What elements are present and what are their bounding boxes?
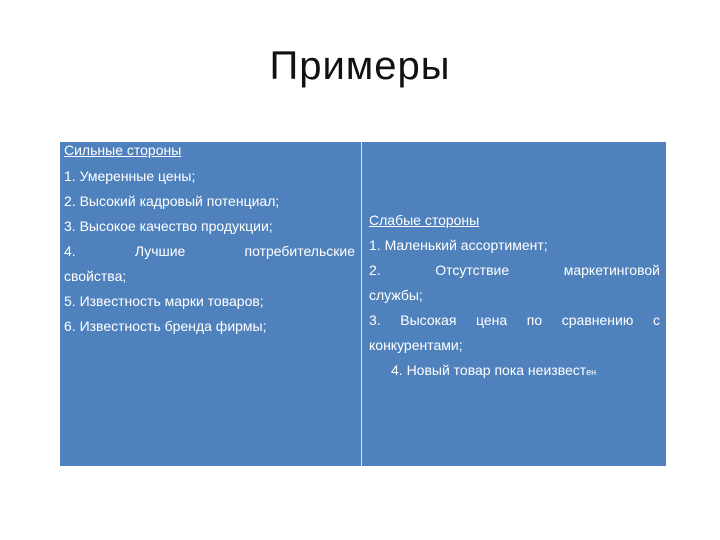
weakness-item-3-word-1: Высокая (400, 312, 457, 328)
strength-item-5: 5. Известность марки товаров; (64, 293, 264, 309)
strength-item-4-number: 4. (64, 243, 76, 259)
strength-item-1: 1. Умеренные цены; (64, 168, 196, 184)
weakness-item-4-small: ен (586, 367, 597, 377)
weaknesses-cell (362, 142, 666, 466)
strength-item-2: 2. Высокий кадровый потенциал; (64, 193, 280, 209)
weakness-item-3-word-4: сравнению (561, 312, 634, 328)
weakness-item-2-word-1: Отсутствие (435, 262, 510, 278)
strength-item-3: 3. Высокое качество продукции; (64, 218, 273, 234)
weakness-item-2-line-2: службы; (369, 287, 423, 303)
weakness-item-3-word-5: с (652, 312, 660, 328)
weakness-item-3-line-2: конкурентами; (369, 337, 463, 353)
slide-title: Примеры (269, 44, 451, 88)
weakness-item-2-word-2: маркетинговой (563, 262, 660, 278)
strengths-cell (60, 142, 362, 466)
swot-table (60, 142, 666, 466)
weakness-item-4 (369, 358, 660, 385)
weakness-item-4-main: 4. Новый товар пока неизвест (391, 362, 587, 378)
strength-item-6: 6. Известность бренда фирмы; (64, 318, 267, 334)
weakness-item-3-number: 3. (369, 312, 381, 328)
weaknesses-heading: Слабые стороны (369, 212, 480, 228)
weakness-item-1: 1. Маленький ассортимент; (369, 237, 548, 253)
weakness-item-3-word-2: цена (476, 312, 508, 328)
strength-item-4-word-2: потребительские (244, 243, 355, 259)
weakness-item-2-line-1 (369, 258, 660, 283)
strength-item-4-line-2: свойства; (64, 268, 127, 284)
weakness-item-2-number: 2. (369, 262, 381, 278)
strengths-heading: Сильные стороны (64, 142, 182, 158)
strength-item-4-word-1: Лучшие (134, 243, 186, 259)
weakness-item-3-line-1 (369, 308, 660, 333)
weakness-item-3-word-3: по (526, 312, 543, 328)
strength-item-4-line-1 (64, 239, 355, 264)
